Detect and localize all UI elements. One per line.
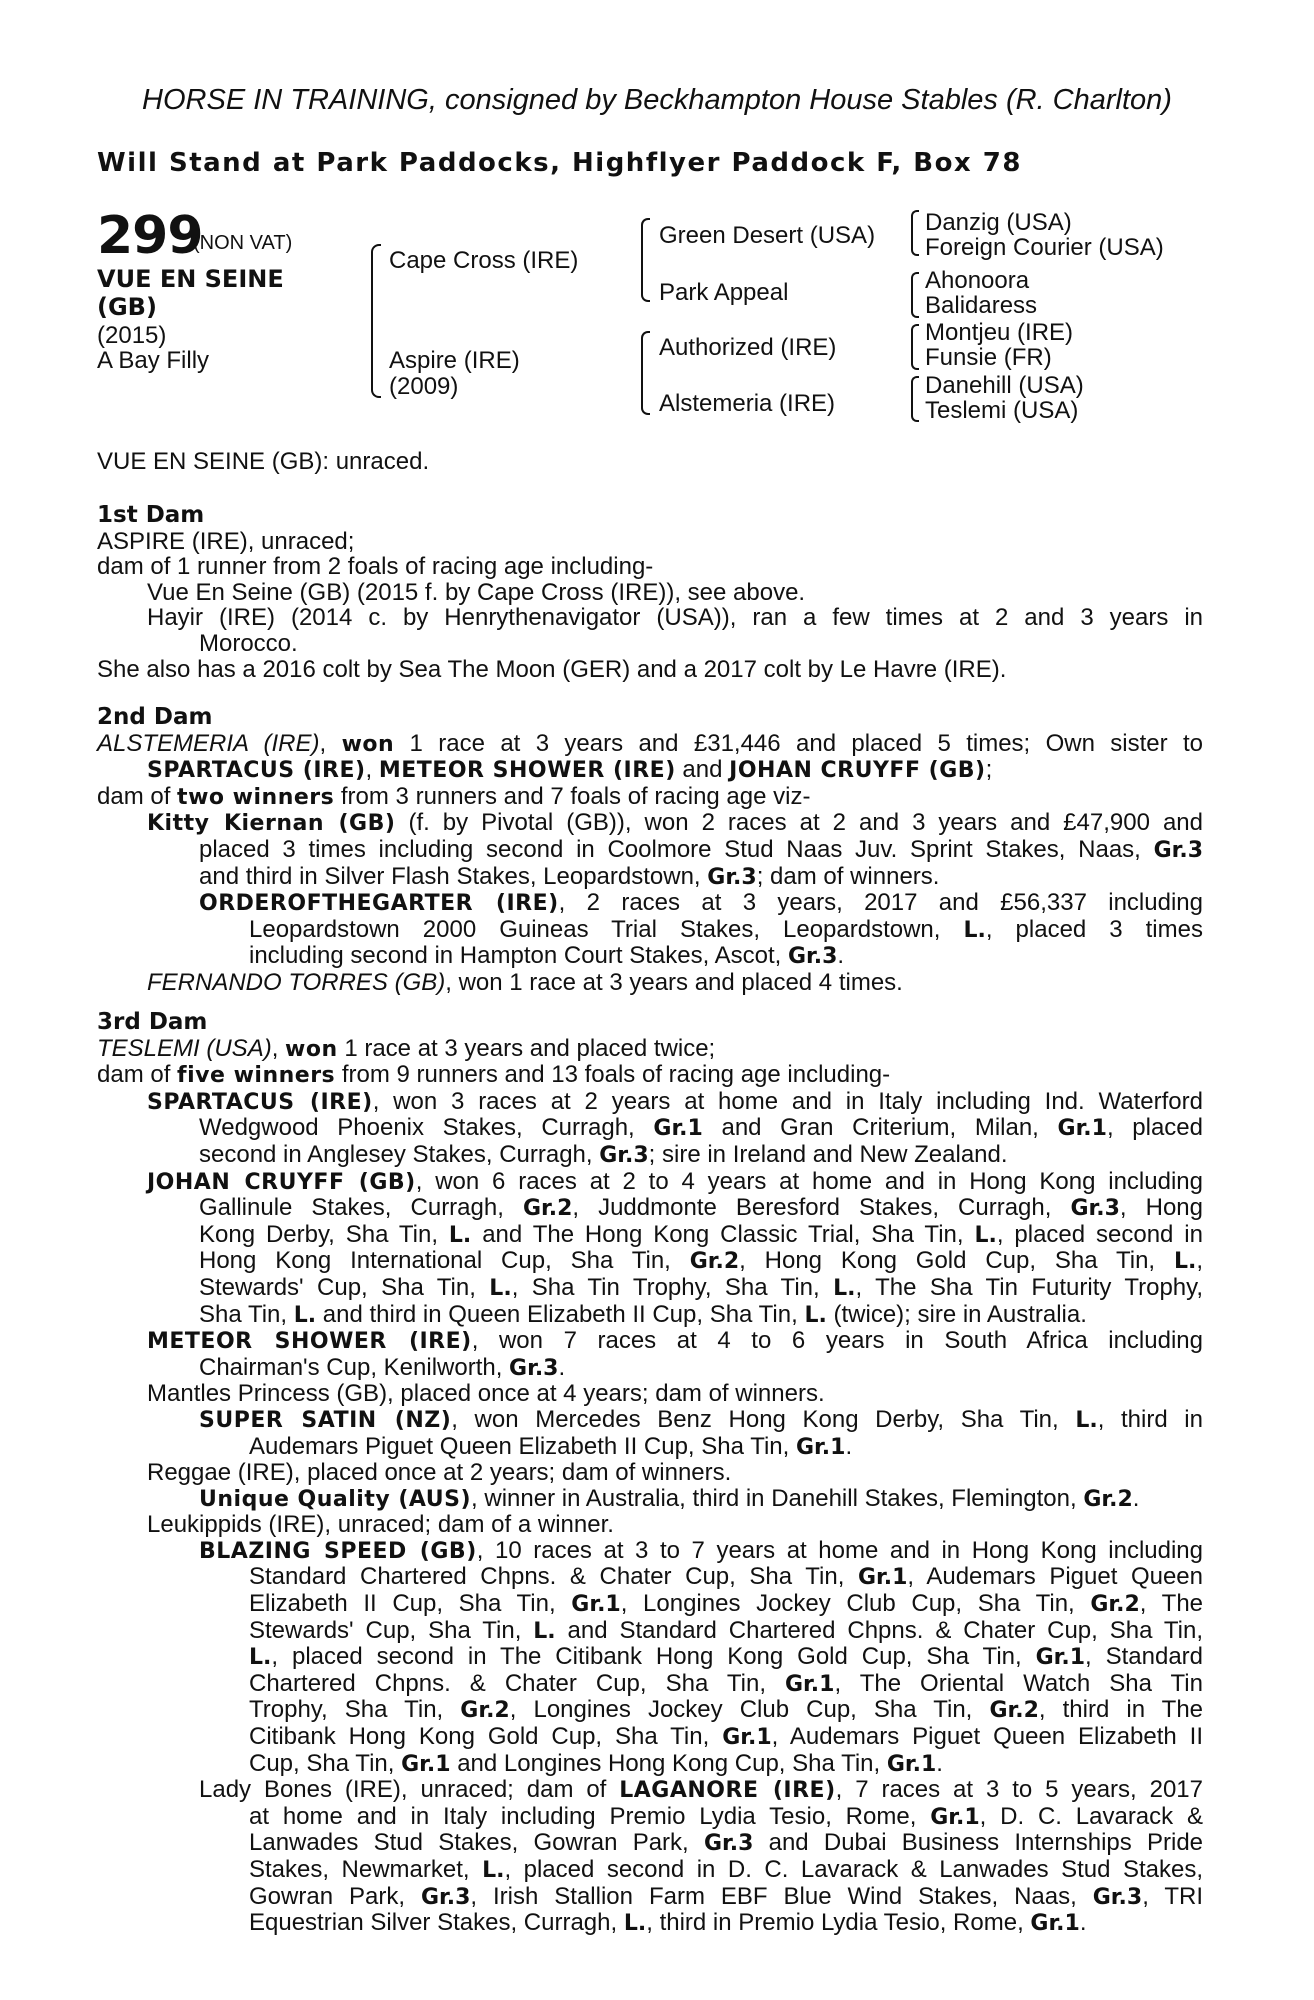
third-dam-line	[97, 1434, 1203, 1461]
punct: ,	[1196, 1247, 1204, 1275]
punct: .	[936, 1749, 943, 1777]
text-run: , won 3 races at 2 years at home and in Italy including Ind. Waterford	[372, 1087, 1203, 1115]
second-dam-section	[97, 704, 1203, 996]
horse-ref: FERNANDO TORRES (GB)	[147, 968, 446, 996]
text-run: Lanwades Stud Stakes, Gowran Park,	[249, 1829, 689, 1857]
text-run: Wedgwood Phoenix Stakes, Curragh,	[199, 1114, 635, 1142]
third-dam-line	[97, 1830, 1203, 1857]
third-dam-line	[97, 1115, 1203, 1142]
text-run: from 9 runners and 13 foals of racing age including-	[341, 1061, 891, 1089]
grade: L.	[1075, 1407, 1098, 1433]
grade: Gr.3	[509, 1355, 559, 1381]
third-dam-line	[97, 1804, 1203, 1831]
punct: .	[1132, 1484, 1140, 1512]
text-run: , placed second in The Citibank Hong Kong Gold Cup, Sha Tin,	[271, 1643, 1022, 1671]
punct: ,	[271, 1034, 286, 1062]
punct: .	[1079, 1909, 1087, 1937]
second-dam-line	[97, 731, 1203, 758]
grade: Gr.3	[420, 1884, 471, 1910]
horse-name: VUE EN SEINE (GB)	[97, 265, 284, 321]
grade: Gr.3	[1153, 837, 1203, 863]
grade: Gr.1	[1057, 1116, 1107, 1142]
third-dam-line	[97, 1486, 1203, 1513]
third-dam-line	[97, 1671, 1203, 1698]
grandsire-6: Funsie (FR)	[925, 344, 1052, 371]
text-run: Gowran Park,	[249, 1882, 405, 1910]
text-run: Stewards' Cup, Sha Tin,	[249, 1616, 522, 1644]
text-run: (f. by Pivotal (GB)), won 2 races at 2 and 3 years and £47,900 and	[408, 809, 1203, 837]
text-run: Gallinule Stakes, Curragh,	[199, 1194, 504, 1222]
first-dam-line: Hayir (IRE) (2014 c. by Henrythenavigator (USA)), ran a few times at 2 and 3 years in	[147, 604, 1203, 632]
grandsire-3: Ahonoora	[925, 267, 1030, 294]
text-run: , The	[1139, 1590, 1204, 1618]
text-run: Stakes, Newmarket,	[249, 1856, 470, 1883]
text-run: 1 race at 3 years and placed twice;	[344, 1034, 716, 1062]
dam-name: TESLEMI (USA)	[97, 1034, 272, 1062]
text-run: , placed	[1106, 1114, 1203, 1142]
text-run: , Standard	[1085, 1643, 1204, 1671]
horse-ref: METEOR SHOWER (IRE)	[147, 1329, 472, 1355]
grade: L.	[489, 1275, 512, 1301]
third-dam-line	[97, 1618, 1203, 1645]
text-run: Sha Tin,	[199, 1300, 288, 1328]
grade: Gr.1	[653, 1116, 703, 1142]
first-dam-line: Vue En Seine (GB) (2015 f. by Cape Cross (IRE)), see above.	[147, 578, 806, 606]
text-run: and Longines Hong Kong Cup, Sha Tin,	[457, 1749, 881, 1777]
third-dam-line	[97, 1142, 1203, 1169]
grade: L.	[963, 917, 986, 943]
third-dam-line	[97, 1355, 1203, 1382]
grade: Gr.2	[460, 1698, 510, 1724]
text-run: , winner in Australia, third in Danehill Stakes, Flemington,	[471, 1484, 1077, 1512]
vat-status: (NON VAT)	[193, 232, 293, 254]
winners-count: two winners	[177, 784, 335, 810]
second-dam-line	[97, 810, 1203, 837]
text-run: Trophy, Sha Tin,	[249, 1696, 444, 1724]
winners-count: five winners	[177, 1063, 336, 1089]
text-run: , The Sha Tin Futurity Trophy,	[855, 1273, 1204, 1301]
third-dam-line	[97, 1089, 1203, 1116]
dam-dam: Alstemeria (IRE)	[659, 390, 836, 417]
third-dam-line	[97, 1644, 1203, 1671]
text-run: , third in	[1097, 1405, 1203, 1433]
text-run: , placed 3 times	[985, 915, 1203, 943]
text-run: , Audemars Piguet Queen Elizabeth II	[771, 1723, 1203, 1751]
horse-ref: Kitty Kiernan (GB)	[147, 811, 396, 837]
text-run: including second in Hampton Court Stakes, Ascot,	[249, 942, 782, 970]
grandsire-4: Balidaress	[925, 292, 1038, 319]
text-run: second in Anglesey Stakes, Curragh,	[199, 1140, 593, 1168]
text-run: from 3 runners and 7 foals of racing age viz-	[340, 782, 811, 810]
third-dam-line	[97, 1407, 1203, 1434]
text-run: , won Mercedes Benz Hong Kong Derby, Sha Tin,	[451, 1405, 1059, 1433]
third-dam-line: Reggae (IRE), placed once at 2 years; dam of winners.	[147, 1459, 732, 1487]
third-dam-line	[97, 1884, 1203, 1911]
text-run: and	[682, 756, 723, 784]
text-run: , placed second in	[996, 1220, 1203, 1248]
text-run: , 10 races at 3 to 7 years at home and in Hong Kong including	[476, 1536, 1203, 1564]
second-dam-line	[97, 864, 1203, 891]
text-run: Audemars Piguet Queen Elizabeth II Cup, Sha Tin,	[249, 1432, 790, 1460]
horse-year: (2015)	[97, 322, 167, 349]
text-run: Chartered Chpns. & Chater Cup, Sha Tin,	[249, 1669, 766, 1697]
grandsire-1: Danzig (USA)	[925, 209, 1072, 236]
grade: L.	[1173, 1249, 1197, 1275]
punct: .	[845, 1432, 853, 1460]
race-record-intro: VUE EN SEINE (GB): unraced.	[97, 448, 430, 475]
text-run: , 7 races at 3 to 5 years, 2017	[835, 1776, 1204, 1804]
horse-ref: BLAZING SPEED (GB)	[199, 1538, 477, 1564]
second-dam-line	[97, 917, 1203, 944]
third-dam-section	[97, 1009, 1203, 1937]
third-dam-line	[97, 1910, 1203, 1937]
dam-sire: Authorized (IRE)	[659, 334, 837, 361]
third-dam-line	[97, 1697, 1203, 1724]
text-run: , Irish Stallion Farm EBF Blue Wind Stakes, Naas,	[470, 1882, 1077, 1910]
text-run: and Gran Criterium, Milan,	[721, 1114, 1039, 1142]
text-run: , Juddmonte Beresford Stakes, Curragh,	[572, 1194, 1052, 1222]
grade: Gr.2	[989, 1698, 1039, 1724]
text-run: ; sire in Ireland and New Zealand.	[648, 1140, 1008, 1168]
third-dam-line	[97, 1857, 1203, 1884]
horse-ref: SUPER SATIN (NZ)	[199, 1407, 452, 1433]
text-run: , Longines Jockey Club Cup, Sha Tin,	[509, 1696, 973, 1724]
horse-ref: Unique Quality (AUS)	[199, 1486, 472, 1512]
grade: Gr.1	[930, 1804, 980, 1830]
first-dam-line: Morocco.	[199, 629, 298, 657]
text-run: , Audemars Piguet Queen	[907, 1563, 1204, 1591]
text-run: , Sha Tin Trophy, Sha Tin,	[511, 1273, 820, 1301]
grade: Gr.1	[857, 1565, 908, 1591]
horse-ref: METEOR SHOWER (IRE)	[378, 758, 676, 784]
consignor-line: HORSE IN TRAINING, consigned by Beckhampton House Stables (R. Charlton)	[142, 84, 1172, 116]
third-dam-line	[97, 1036, 1203, 1063]
grade: Gr.2	[522, 1196, 573, 1222]
text-run: , third in The	[1038, 1696, 1204, 1724]
grade: L.	[533, 1618, 556, 1644]
grandsire-7: Danehill (USA)	[925, 372, 1084, 399]
text-run: , 2 races at 3 years, 2017 and £56,337 including	[558, 889, 1203, 917]
grade: Gr.1	[796, 1434, 846, 1460]
text-run: Hong Kong International Cup, Sha Tin,	[199, 1247, 671, 1275]
text-run: Lady Bones (IRE), unraced; dam of	[199, 1776, 607, 1804]
grandsire-8: Teslemi (USA)	[925, 397, 1079, 424]
horse-ref: JOHAN CRUYFF (GB)	[147, 1169, 416, 1195]
horse-ref: SPARTACUS (IRE)	[147, 1089, 373, 1115]
text-run: Kong Derby, Sha Tin,	[199, 1220, 439, 1248]
horse-ref: SPARTACUS (IRE)	[147, 758, 366, 784]
dam-year: (2009)	[389, 373, 459, 400]
text-run: , won 1 race at 3 years and placed 4 times.	[445, 968, 903, 996]
second-dam-line	[97, 757, 1203, 784]
sire-sire: Green Desert (USA)	[659, 222, 876, 249]
text-run: , Hong Kong Gold Cup, Sha Tin,	[739, 1247, 1156, 1275]
grade: L.	[833, 1275, 856, 1301]
third-dam-line	[97, 1591, 1203, 1618]
section-title: 2nd Dam	[97, 704, 213, 730]
text-run: Cup, Sha Tin,	[249, 1749, 395, 1777]
third-dam-line	[97, 1195, 1203, 1222]
grade: Gr.1	[571, 1592, 621, 1618]
third-dam-line	[97, 1302, 1203, 1329]
grade: Gr.1	[722, 1725, 772, 1751]
text-run: , won 7 races at 4 to 6 years in South Africa including	[471, 1327, 1203, 1355]
second-dam-line	[97, 784, 1203, 811]
punct: .	[558, 1353, 566, 1381]
text-run: , Hong	[1119, 1194, 1203, 1222]
grade: Gr.3	[707, 864, 757, 890]
location-line: Will Stand at Park Paddocks, Highflyer Paddock F, Box 78	[97, 148, 1022, 178]
third-dam-line	[97, 1564, 1203, 1591]
punct: ,	[365, 756, 379, 784]
text-run: and third in Queen Elizabeth II Cup, Sha Tin,	[322, 1300, 798, 1328]
section-title: 1st Dam	[97, 502, 205, 528]
pedigree-bracket-5	[911, 272, 919, 318]
third-dam-line	[97, 1328, 1203, 1355]
first-dam-line: ASPIRE (IRE), unraced;	[97, 527, 355, 555]
grade: Gr.1	[886, 1751, 937, 1777]
third-dam-line	[97, 1169, 1203, 1196]
dam: Aspire (IRE)	[389, 347, 520, 374]
pedigree-bracket-4	[911, 210, 919, 256]
text-run: , TRI	[1142, 1882, 1204, 1910]
third-dam-line	[97, 1275, 1203, 1302]
text-run: at home and in Italy including Premio Lydia Tesio, Rome,	[249, 1802, 917, 1830]
grandsire-5: Montjeu (IRE)	[925, 319, 1074, 346]
lot-number: 299	[97, 206, 203, 266]
third-dam-line	[97, 1248, 1203, 1275]
third-dam-line	[97, 1222, 1203, 1249]
text-run: Equestrian Silver Stakes, Curragh,	[249, 1909, 618, 1937]
pedigree-bracket-7	[911, 376, 919, 422]
horse-ref: JOHAN CRUYFF (GB)	[729, 758, 986, 784]
sire: Cape Cross (IRE)	[389, 247, 579, 274]
grade: Gr.3	[1070, 1196, 1120, 1222]
text-run: 1 race at 3 years and £31,446 and placed 5 times; Own sister to	[409, 729, 1204, 757]
grade: L.	[804, 1302, 827, 1328]
pedigree-bracket-6	[911, 324, 919, 370]
text-run: Chairman's Cup, Kenilworth,	[199, 1353, 503, 1381]
pedigree-bracket-1	[371, 244, 381, 398]
grade: Gr.1	[401, 1751, 451, 1777]
grade: Gr.3	[599, 1142, 649, 1168]
text-run: Leopardstown 2000 Guineas Trial Stakes, Leopardstown,	[249, 915, 941, 943]
third-dam-line	[97, 1724, 1203, 1751]
third-dam-line	[97, 1777, 1203, 1804]
text-run: (twice); sire in Australia.	[833, 1300, 1087, 1328]
first-dam-line: dam of 1 runner from 2 foals of racing age including-	[97, 553, 654, 581]
punct: .	[837, 942, 845, 970]
section-title: 3rd Dam	[97, 1009, 208, 1035]
first-dam-line: She also has a 2016 colt by Sea The Moon (GER) and a 2017 colt by Le Havre (IRE).	[97, 655, 1007, 683]
third-dam-line	[97, 1751, 1203, 1778]
grade: Gr.3	[787, 944, 838, 970]
grade: Gr.3	[703, 1831, 754, 1857]
grade: Gr.1	[1030, 1911, 1080, 1937]
sire-dam: Park Appeal	[659, 279, 789, 306]
text-run: , placed second in D. C. Lavarack & Lanwades Stud Stakes,	[504, 1856, 1204, 1883]
grade: L.	[293, 1302, 317, 1328]
text-run: Citibank Hong Kong Gold Cup, Sha Tin,	[249, 1723, 710, 1751]
dam-name: ALSTEMERIA (IRE)	[97, 729, 320, 757]
grade: Gr.1	[1035, 1645, 1086, 1671]
grade: Gr.2	[1083, 1486, 1133, 1512]
third-dam-line: Leukippids (IRE), unraced; dam of a winner.	[147, 1511, 614, 1539]
third-dam-line	[97, 1538, 1203, 1565]
pedigree-bracket-3	[641, 331, 650, 415]
text-run: dam of	[97, 1061, 171, 1089]
grade: Gr.3	[1092, 1884, 1143, 1910]
first-dam-section	[97, 502, 1203, 682]
horse-description: A Bay Filly	[97, 347, 210, 374]
grade: L.	[623, 1911, 647, 1937]
grade: Gr.1	[785, 1671, 835, 1697]
third-dam-line	[97, 1062, 1203, 1089]
won-label: won	[341, 731, 395, 757]
pedigree-bracket-2	[641, 218, 650, 302]
grade: L.	[482, 1858, 505, 1883]
second-dam-line	[97, 890, 1203, 917]
text-run: , Longines Jockey Club Cup, Sha Tin,	[620, 1590, 1075, 1618]
grade: L.	[249, 1645, 272, 1671]
grandsire-2: Foreign Courier (USA)	[925, 234, 1164, 261]
horse-ref: ORDEROFTHEGARTER (IRE)	[199, 891, 559, 917]
second-dam-line	[97, 837, 1203, 864]
grade: Gr.2	[1090, 1592, 1140, 1618]
text-run: and Dubai Business Internships Pride	[768, 1829, 1204, 1857]
third-dam-line: Mantles Princess (GB), placed once at 4 years; dam of winners.	[147, 1380, 825, 1408]
text-run: dam of	[97, 782, 171, 810]
text-run: placed 3 times including second in Coolmore Stud Naas Juv. Sprint Stakes, Naas,	[199, 835, 1141, 863]
text-run: and third in Silver Flash Stakes, Leopardstown,	[199, 862, 701, 890]
grade: L.	[448, 1222, 472, 1248]
text-run: , D. C. Lavarack &	[979, 1802, 1203, 1830]
text-run: and The Hong Kong Classic Trial, Sha Tin,	[482, 1220, 964, 1248]
second-dam-line	[97, 970, 1203, 996]
text-run: , won 6 races at 2 to 4 years at home and in Hong Kong including	[415, 1167, 1203, 1195]
won-label: won	[285, 1036, 338, 1062]
grade: L.	[974, 1222, 997, 1248]
text-run: Elizabeth II Cup, Sha Tin,	[249, 1590, 556, 1618]
punct: ;	[985, 756, 993, 784]
punct: ,	[319, 729, 342, 757]
text-run: Standard Chartered Chpns. & Chater Cup, Sha Tin,	[249, 1563, 845, 1591]
text-run: , third in Premio Lydia Tesio, Rome,	[646, 1909, 1024, 1937]
text-run: , The Oriental Watch Sha Tin	[834, 1669, 1203, 1697]
horse-ref: LAGANORE (IRE)	[619, 1778, 836, 1804]
second-dam-line	[97, 943, 1203, 970]
grade: Gr.2	[689, 1249, 740, 1275]
text-run: Stewards' Cup, Sha Tin,	[199, 1273, 476, 1301]
text-run: and Standard Chartered Chpns. & Chater Cup, Sha Tin,	[567, 1616, 1203, 1644]
text-run: ; dam of winners.	[756, 862, 940, 890]
